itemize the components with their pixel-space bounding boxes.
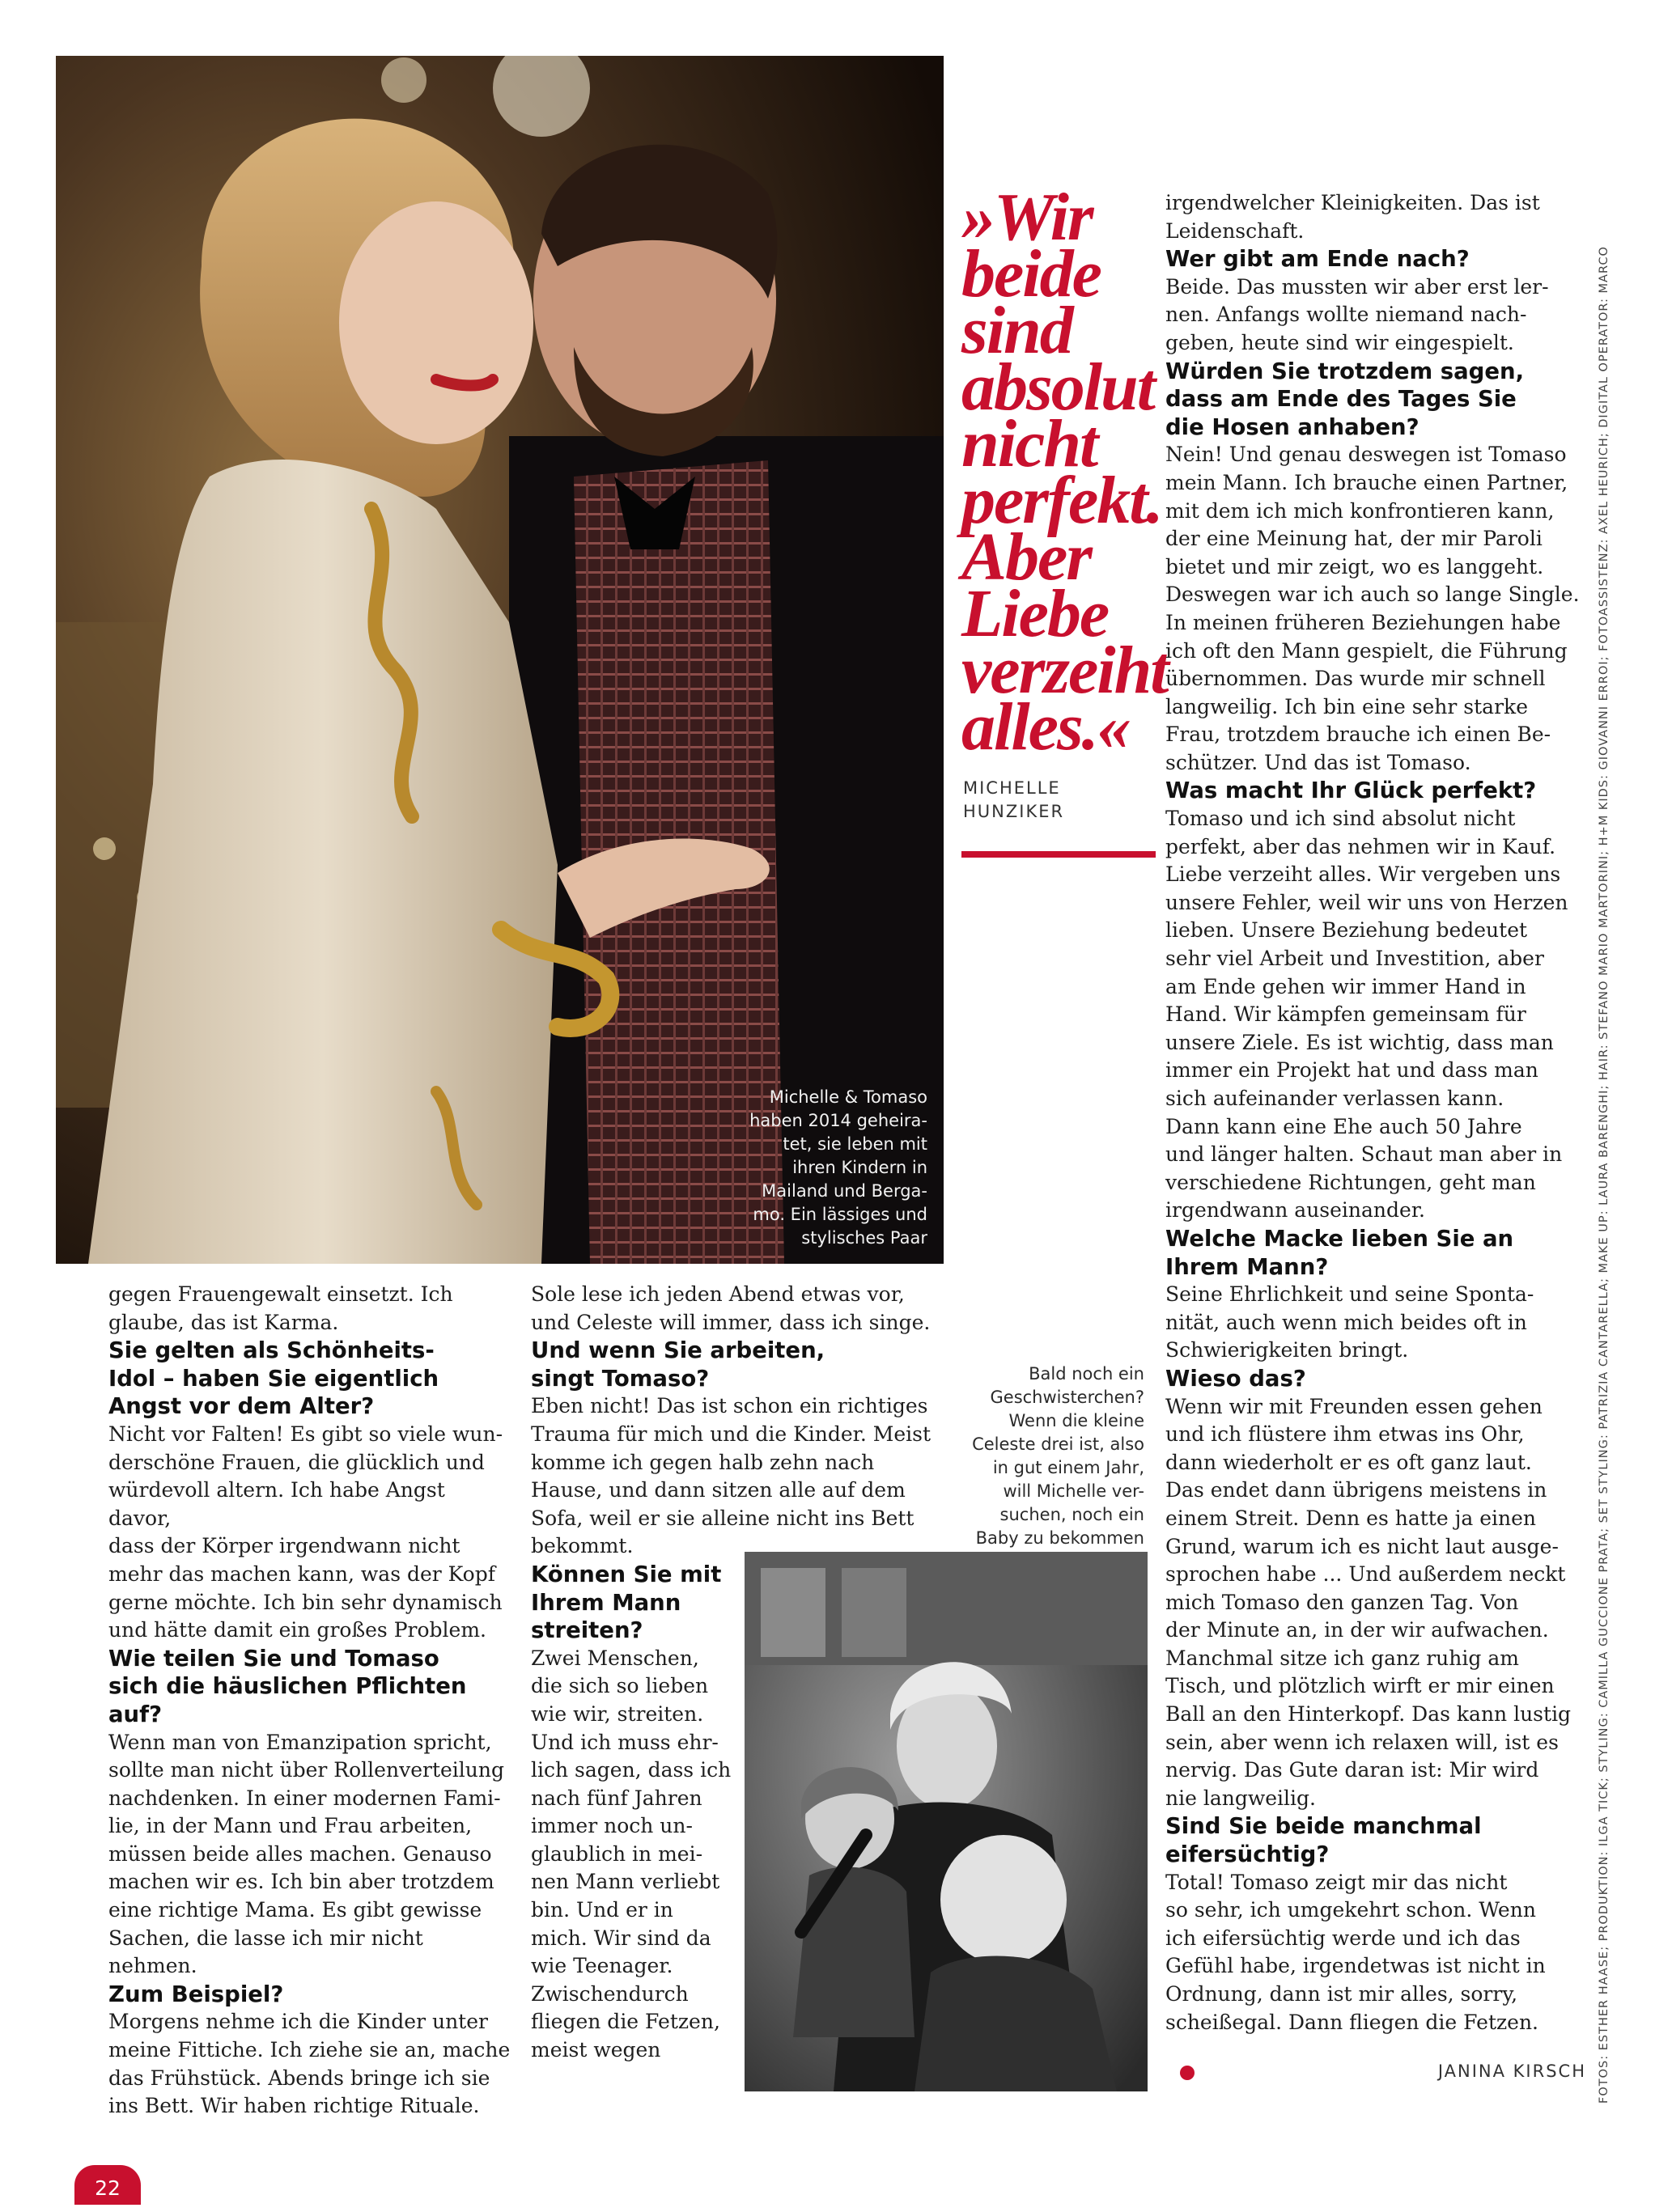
body-text-line: geben, heute sind wir eingespielt. [1165, 330, 1514, 354]
body-text-line: so sehr, ich umgekehrt schon. Wenn [1165, 1898, 1536, 1922]
body-text-line: ich eifersüchtig werde und ich das [1165, 1926, 1521, 1950]
body-text-line: Nein! Und genau deswegen ist Tomaso [1165, 443, 1567, 467]
body-text-line: Eben nicht! Das ist schon ein richtiges [531, 1394, 928, 1418]
main-photo-caption [671, 1086, 927, 1250]
body-text-line: Trauma für mich und die Kinder. Meist [531, 1422, 931, 1446]
body-text-line: würdevoll altern. Ich habe Angst davor, [108, 1478, 445, 1530]
caption-line: tet, sie leben mit [783, 1134, 927, 1154]
caption-line: Michelle & Tomaso [769, 1087, 927, 1107]
pull-quote-rule [961, 851, 1156, 858]
body-text-line: Tomaso und ich sind absolut nicht [1165, 807, 1516, 831]
body-text-line: und hätte damit ein großes Problem. [108, 1618, 486, 1642]
pull-quote-line: Liebe [961, 576, 1109, 651]
body-text-line: und ich flüstere ihm etwas ins Ohr, [1165, 1422, 1525, 1447]
caption-line: Celeste drei ist, also [972, 1434, 1144, 1454]
body-text-line: Wenn man von Emanzipation spricht, [108, 1730, 492, 1754]
interview-question: eifersüchtig? [1165, 1841, 1330, 1868]
body-text-line: nen. Anfangs wollte niemand nach- [1165, 303, 1527, 327]
body-text-line: mich Tomaso den ganzen Tag. Von [1165, 1590, 1519, 1614]
pull-quote-line: sind [961, 293, 1072, 368]
body-text-line: sein, aber wenn ich relaxen will, ist es [1165, 1730, 1559, 1754]
body-text-line: ich oft den Mann gespielt, die Führung [1165, 638, 1568, 663]
body-text-line: nen Mann verliebt [531, 1870, 720, 1894]
body-text-line: scheißegal. Dann fliegen die Fetzen. [1165, 2010, 1538, 2034]
body-text-line: lie, in der Mann und Frau arbeiten, [108, 1814, 473, 1838]
body-text-line: dass der Körper irgendwann nicht [108, 1534, 460, 1558]
pull-quote-line: Aber [961, 519, 1091, 595]
body-text-line: das Frühstück. Abends bringe ich sie [108, 2066, 490, 2090]
interview-question: Und wenn Sie arbeiten, [531, 1337, 825, 1364]
body-text-line: Liebe verzeiht alles. Wir vergeben uns [1165, 862, 1561, 887]
body-text-line: bekommt. [531, 1534, 634, 1558]
interview-question: Zum Beispiel? [108, 1981, 284, 2007]
body-text-line: schützer. Und das ist Tomaso. [1165, 750, 1471, 774]
interview-question: die Hosen anhaben? [1165, 413, 1420, 440]
body-text-line: perfekt, aber das nehmen wir in Kauf. [1165, 834, 1556, 858]
interview-question: Was macht Ihr Glück perfekt? [1165, 778, 1537, 804]
author-signature: JANINA KIRSCH [1437, 2062, 1586, 2081]
article-end-dot [1180, 2066, 1195, 2080]
interview-question: Wie teilen Sie und Tomaso [108, 1645, 439, 1672]
body-text-line: wie wir, streiten. [531, 1701, 704, 1726]
body-text-line: einem Streit. Denn es hatte ja einen [1165, 1506, 1536, 1530]
body-text-line: Seine Ehrlichkeit und seine Sponta- [1165, 1282, 1534, 1307]
body-text-line: und länger halten. Schaut man aber in [1165, 1142, 1563, 1167]
body-text-line: Schwierigkeiten bringt. [1165, 1338, 1409, 1362]
body-text-line: der Minute an, in der wir aufwachen. [1165, 1618, 1549, 1642]
body-text-line: lich sagen, dass ich [531, 1758, 732, 1782]
interview-question: Wieso das? [1165, 1365, 1306, 1392]
interview-question: sich die häuslichen Pflichten [108, 1673, 467, 1700]
body-text-line: nervig. Das Gute daran ist: Mir wird [1165, 1758, 1539, 1782]
author-last-name: HUNZIKER [963, 802, 1065, 821]
body-text-line: Dann kann eine Ehe auch 50 Jahre [1165, 1114, 1522, 1138]
caption-line: in gut einem Jahr, [992, 1458, 1144, 1477]
body-text-line: gerne möchte. Ich bin sehr dynamisch [108, 1590, 503, 1614]
body-text-line: mit dem ich mich konfrontieren kann, [1165, 498, 1555, 523]
caption-line: Bald noch ein [1029, 1364, 1144, 1384]
page-number: 22 [74, 2165, 141, 2205]
body-text-line: unsere Fehler, weil wir uns von Herzen [1165, 890, 1568, 914]
body-text-line: gegen Frauengewalt einsetzt. Ich [108, 1282, 453, 1306]
body-text-line: am Ende gehen wir immer Hand in [1165, 974, 1526, 998]
body-text-line: immer ein Projekt hat und dass man [1165, 1058, 1538, 1083]
caption-line: Geschwisterchen? [990, 1388, 1144, 1407]
body-text-line: Deswegen war ich auch so lange Single. [1165, 583, 1580, 607]
interview-question: Welche Macke lieben Sie an [1165, 1225, 1514, 1252]
body-text-line: Sofa, weil er sie alleine nicht ins Bett [531, 1506, 915, 1530]
body-text-line: Beide. Das mussten wir aber erst ler- [1165, 274, 1549, 299]
body-text-line: Nicht vor Falten! Es gibt so viele wun- [108, 1422, 503, 1446]
pull-quote-line: beide [961, 236, 1101, 311]
caption-line: ihren Kindern in [792, 1158, 927, 1177]
caption-line: Mailand und Berga- [762, 1181, 927, 1201]
body-text-line: sehr viel Arbeit und Investition, aber [1165, 947, 1544, 971]
body-text-line: bietet und mir zeigt, wo es langgeht. [1165, 554, 1544, 578]
pull-quote-line: perfekt. [961, 463, 1162, 538]
body-text-line: wie Teenager. [531, 1954, 673, 1978]
main-photo [56, 56, 944, 1264]
body-text-line: Frau, trotzdem brauche ich einen Be- [1165, 723, 1551, 747]
body-text-line: verschiedene Richtungen, geht man [1165, 1170, 1536, 1194]
body-text-line: komme ich gegen halb zehn nach [531, 1450, 875, 1474]
pull-quote-line: verzeiht [961, 633, 1168, 708]
body-text-line: sollte man nicht über Rollenverteilung [108, 1758, 504, 1782]
body-text-line: nachdenken. In einer modernen Fami- [108, 1786, 501, 1810]
body-text-line: sprochen habe ... Und außerdem neckt [1165, 1562, 1566, 1587]
main-photo-illustration [56, 56, 944, 1264]
interview-question: Sind Sie beide manchmal [1165, 1813, 1482, 1840]
body-text-line: Zwischendurch [531, 1981, 689, 2006]
body-text-line: bin. Und er in [531, 1898, 673, 1922]
caption-line: suchen, noch ein [999, 1505, 1144, 1524]
body-text-line: Leidenschaft. [1165, 218, 1305, 243]
body-text-line: mein Mann. Ich brauche einen Partner, [1165, 470, 1568, 494]
interview-question: dass am Ende des Tages Sie [1165, 386, 1517, 413]
pull-quote [961, 180, 1168, 765]
body-text-line: nach fünf Jahren [531, 1786, 702, 1810]
interview-question: Ihrem Mann [531, 1589, 681, 1616]
body-text-line: irgendwann auseinander. [1165, 1198, 1425, 1223]
body-text-line: Hause, und dann sitzen alle auf dem [531, 1478, 906, 1502]
body-text-line: glaublich in mei- [531, 1841, 703, 1866]
body-text-line: sich aufeinander verlassen kann. [1165, 1087, 1504, 1110]
body-text-line: In meinen früheren Beziehungen habe [1165, 610, 1561, 634]
body-text-line: fliegen die Fetzen, [531, 2010, 720, 2034]
body-text-line: Tisch, und plötzlich wirft er mir einen [1165, 1674, 1555, 1698]
body-text-line: meine Fittiche. Ich ziehe sie an, mache [108, 2038, 511, 2062]
body-text-line: Ordnung, dann ist mir alles, sorry, [1165, 1982, 1518, 2006]
caption-line: haben 2014 geheira- [749, 1111, 927, 1130]
interview-question: auf? [108, 1701, 163, 1727]
caption-line: stylisches Paar [801, 1228, 927, 1248]
author-first-name: MICHELLE [963, 778, 1061, 798]
body-text-line: der eine Meinung hat, der mir Paroli [1165, 527, 1543, 551]
body-text-line: Ball an den Hinterkopf. Das kann lustig [1165, 1702, 1572, 1727]
body-text-line: Manchmal sitze ich ganz ruhig am [1165, 1646, 1519, 1670]
pull-quote-line: alles.« [961, 689, 1130, 765]
body-text-line: übernommen. Das wurde mir schnell [1165, 667, 1546, 691]
photo-credits: FOTOS: ESTHER HAASE; PRODUKTION: ILGA TICK; STYLING: CAMILLA GUCCIONE PRATA; SET STYLING: PATRIZIA CANTARELLA; MAKE UP: LAURA BARENGHI; HAIR: STEFANO MARIO MARTORINI; H+M KIDS: GIOVANNI ERROI; FOTOASSISTENZ: AXEL HEURICH; DIGITAL OPERATOR: MARCO [1598, 246, 1610, 2104]
body-text-line: lieben. Unsere Beziehung bedeutet [1165, 918, 1528, 943]
body-text-line: müssen beide alles machen. Genauso [108, 1841, 492, 1866]
body-text-line: Gefühl habe, irgendetwas ist nicht in [1165, 1954, 1546, 1978]
body-text-line: unsere Ziele. Es ist wichtig, dass man [1165, 1030, 1554, 1054]
pull-quote-author [963, 777, 1125, 824]
interview-question: singt Tomaso? [531, 1365, 710, 1392]
body-text-line: irgendwelcher Kleinigkeiten. Das ist [1165, 191, 1540, 214]
body-text-line: ins Bett. Wir haben richtige Rituale. [108, 2094, 480, 2118]
body-text-line: immer noch un- [531, 1814, 693, 1838]
interview-question: Können Sie mit [531, 1561, 722, 1587]
body-text-line: glaube, das ist Karma. [108, 1310, 339, 1334]
interview-question: Angst vor dem Alter? [108, 1393, 375, 1420]
body-text-line: Sachen, die lasse ich mir nicht nehmen. [108, 1926, 423, 1978]
family-photo-illustration [745, 1552, 1148, 2091]
body-text-line: machen wir es. Ich bin aber trotzdem [108, 1870, 494, 1894]
pull-quote-line: absolut [961, 350, 1155, 425]
body-text-line: Morgens nehme ich die Kinder unter [108, 2010, 488, 2034]
family-photo [745, 1552, 1148, 2091]
interview-question: Idol – haben Sie eigentlich [108, 1365, 439, 1392]
pull-quote-line: »Wir [961, 180, 1093, 255]
caption-line: will Michelle ver- [1003, 1481, 1144, 1501]
body-text-line: derschöne Frauen, die glücklich und [108, 1450, 485, 1474]
interview-question: Ihrem Mann? [1165, 1253, 1329, 1280]
body-text-line: und Celeste will immer, dass ich singe. [531, 1310, 931, 1334]
body-text-line: Hand. Wir kämpfen gemeinsam für [1165, 1002, 1526, 1027]
body-text-line: dann wiederholt er es oft ganz laut. [1165, 1450, 1532, 1474]
interview-question: Sie gelten als Schönheits- [108, 1337, 435, 1364]
body-text-line: Wenn wir mit Freunden essen gehen [1165, 1394, 1543, 1418]
body-text-line: Und ich muss ehr- [531, 1730, 719, 1754]
body-text-line: nie langweilig. [1165, 1786, 1316, 1810]
body-text-line: Sole lese ich jeden Abend etwas vor, [531, 1282, 905, 1306]
interview-question: Würden Sie trotzdem sagen, [1165, 358, 1525, 384]
body-text-line: Grund, warum ich es nicht laut ausge- [1165, 1534, 1559, 1558]
body-text-line: eine richtige Mama. Es gibt gewisse [108, 1898, 482, 1922]
body-text-line: Das endet dann übrigens meistens in [1165, 1478, 1547, 1502]
body-text-line: nität, auch wenn mich beides oft in [1165, 1310, 1527, 1334]
article-column-1 [108, 1281, 513, 2121]
body-text-line: meist wegen [531, 2038, 661, 2062]
body-text-line: Zwei Menschen, [531, 1646, 699, 1670]
caption-line: mo. Ein lässiges und [753, 1205, 927, 1224]
caption-line: Wenn die kleine [1008, 1411, 1144, 1430]
body-text-line: mehr das machen kann, was der Kopf [108, 1562, 495, 1586]
body-text-line: Total! Tomaso zeigt mir das nicht [1165, 1870, 1508, 1894]
article-column-3 [1165, 189, 1586, 2036]
second-photo-caption [931, 1362, 1144, 1550]
caption-line: Baby zu bekommen [975, 1528, 1144, 1548]
body-text-line: langweilig. Ich bin eine sehr starke [1165, 694, 1528, 718]
body-text-line: die sich so lieben [531, 1674, 709, 1698]
pull-quote-line: nicht [961, 406, 1097, 481]
interview-question: streiten? [531, 1617, 643, 1644]
interview-question: Wer gibt am Ende nach? [1165, 246, 1470, 273]
body-text-line: mich. Wir sind da [531, 1926, 711, 1950]
